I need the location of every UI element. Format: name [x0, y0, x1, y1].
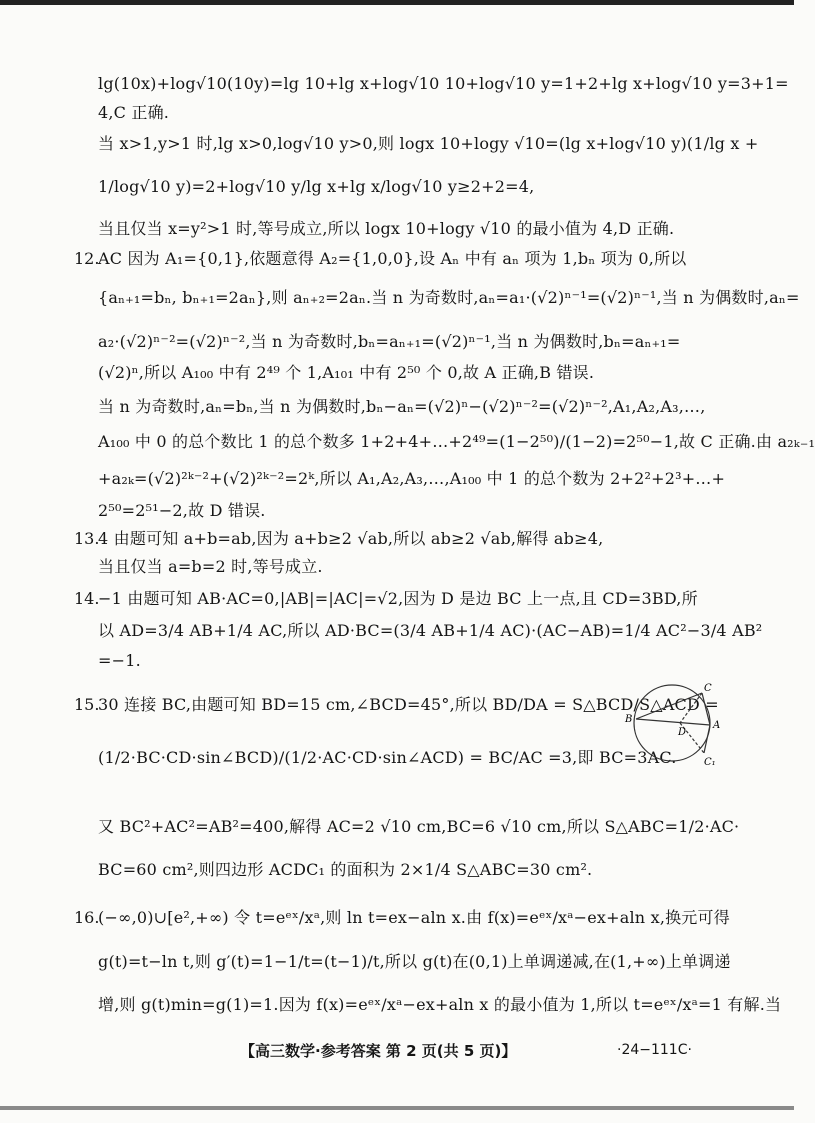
page-code: ·24−111C·	[617, 1042, 692, 1058]
text-line: +a₂ₖ=(√2)²ᵏ⁻²+(√2)²ᵏ⁻²=2ᵏ,所以 A₁,A₂,A₃,…,A₁₀₀ 中 1 的总个数为 2+2²+2³+…+	[98, 469, 726, 488]
page-footer: 【高三数学·参考答案 第 2 页(共 5 页)】	[240, 1042, 517, 1060]
segment-ac1	[704, 725, 710, 753]
segment-ba	[636, 719, 710, 725]
text-line: g(t)=t−ln t,则 g′(t)=1−1/t=(t−1)/t,所以 g(t)在(0,1)上单调递减,在(1,+∞)上单调递	[98, 952, 731, 971]
text-line: 增,则 g(t)min=g(1)=1.因为 f(x)=eᵉˣ/xᵃ−ex+aln x 的最小值为 1,所以 t=eᵉˣ/xᵃ=1 有解.当	[98, 995, 782, 1014]
text-line: 当 x>1,y>1 时,lg x>0,log√10 y>0,则 logx 10+logy √10=(lg x+log√10 y)(1/lg x +	[98, 134, 759, 153]
problem-number: 12.	[74, 249, 100, 268]
text-line: (√2)ⁿ,所以 A₁₀₀ 中有 2⁴⁹ 个 1,A₁₀₁ 中有 2⁵⁰ 个 0,故 A 正确,B 错误.	[98, 363, 595, 382]
text-line: 4,C 正确.	[98, 103, 170, 122]
text-line: a₂·(√2)ⁿ⁻²=(√2)ⁿ⁻²,当 n 为奇数时,bₙ=aₙ₊₁=(√2)ⁿ⁻¹,当 n 为偶数时,bₙ=aₙ₊₁=	[98, 332, 681, 351]
label-c: C	[704, 683, 712, 694]
text-line: A₁₀₀ 中 0 的总个数比 1 的总个数多 1+2+4+…+2⁴⁹=(1−2⁵⁰)/(1−2)=2⁵⁰−1,故 C 正确.由 a₂ₖ₋₁	[98, 432, 815, 451]
text-line: 当且仅当 x=y²>1 时,等号成立,所以 logx 10+logy √10 的最小值为 4,D 正确.	[98, 219, 675, 238]
text-line: 1/log√10 y)=2+log√10 y/lg x+lg x/log√10 y≥2+2=4,	[98, 177, 535, 196]
problem-number: 16.	[74, 908, 100, 927]
segment-ac	[702, 693, 710, 725]
problem-number: 14.	[74, 589, 100, 608]
bottom-rule	[0, 1106, 794, 1110]
problem-number: 13.	[74, 529, 100, 548]
label-a: A	[713, 720, 721, 731]
text-line: 以 AD=3/4 AB+1/4 AC,所以 AD·BC=(3/4 AB+1/4 AC)·(AC−AB)=1/4 AC²−3/4 AB²	[98, 621, 763, 640]
circle-figure	[620, 681, 724, 767]
label-c1: C₁	[704, 757, 716, 768]
text-line: 2⁵⁰=2⁵¹−2,故 D 错误.	[98, 501, 266, 520]
text-line: 又 BC²+AC²=AB²=400,解得 AC=2 √10 cm,BC=6 √10 cm,所以 S△ABC=1/2·AC·	[98, 817, 740, 836]
text-line: 当且仅当 a=b=2 时,等号成立.	[98, 557, 323, 576]
text-line: =−1.	[98, 651, 141, 670]
text-line: {aₙ₊₁=bₙ, bₙ₊₁=2aₙ},则 aₙ₊₂=2aₙ.当 n 为奇数时,aₙ=a₁·(√2)ⁿ⁻¹=(√2)ⁿ⁻¹,当 n 为偶数时,aₙ=	[98, 288, 800, 307]
text-line: −1 由题可知 AB·AC=0,|AB|=|AC|=√2,因为 D 是边 BC 上一点,且 CD=3BD,所	[98, 589, 698, 608]
text-line: (1/2·BC·CD·sin∠BCD)/(1/2·AC·CD·sin∠ACD) = BC/AC =3,即 BC=3AC.	[98, 748, 677, 767]
text-line: BC=60 cm²,则四边形 ACDC₁ 的面积为 2×1/4 S△ABC=30 cm².	[98, 860, 593, 879]
figure-circle	[634, 685, 710, 761]
text-line: (−∞,0)∪[e²,+∞) 令 t=eᵉˣ/xᵃ,则 ln t=ex−aln x.由 f(x)=eᵉˣ/xᵃ−ex+aln x,换元可得	[98, 908, 730, 927]
label-b: B	[625, 714, 633, 725]
text-line: 4 由题可知 a+b=ab,因为 a+b≥2 √ab,所以 ab≥2 √ab,解得 ab≥4,	[98, 529, 604, 548]
label-d: D	[678, 727, 687, 738]
text-line: AC 因为 A₁={0,1},依题意得 A₂={1,0,0},设 Aₙ 中有 aₙ 项为 1,bₙ 项为 0,所以	[98, 249, 687, 268]
problem-number: 15.	[74, 695, 100, 714]
text-line: lg(10x)+log√10(10y)=lg 10+lg x+log√10 10+log√10 y=1+2+lg x+log√10 y=3+1=	[98, 74, 789, 93]
top-rule	[0, 0, 794, 5]
text-line: 30 连接 BC,由题可知 BD=15 cm,∠BCD=45°,所以 BD/DA = S△BCD/S△ACD =	[98, 695, 719, 714]
text-line: 当 n 为奇数时,aₙ=bₙ,当 n 为偶数时,bₙ−aₙ=(√2)ⁿ−(√2)ⁿ⁻²=(√2)ⁿ⁻²,A₁,A₂,A₃,…,	[98, 397, 706, 416]
